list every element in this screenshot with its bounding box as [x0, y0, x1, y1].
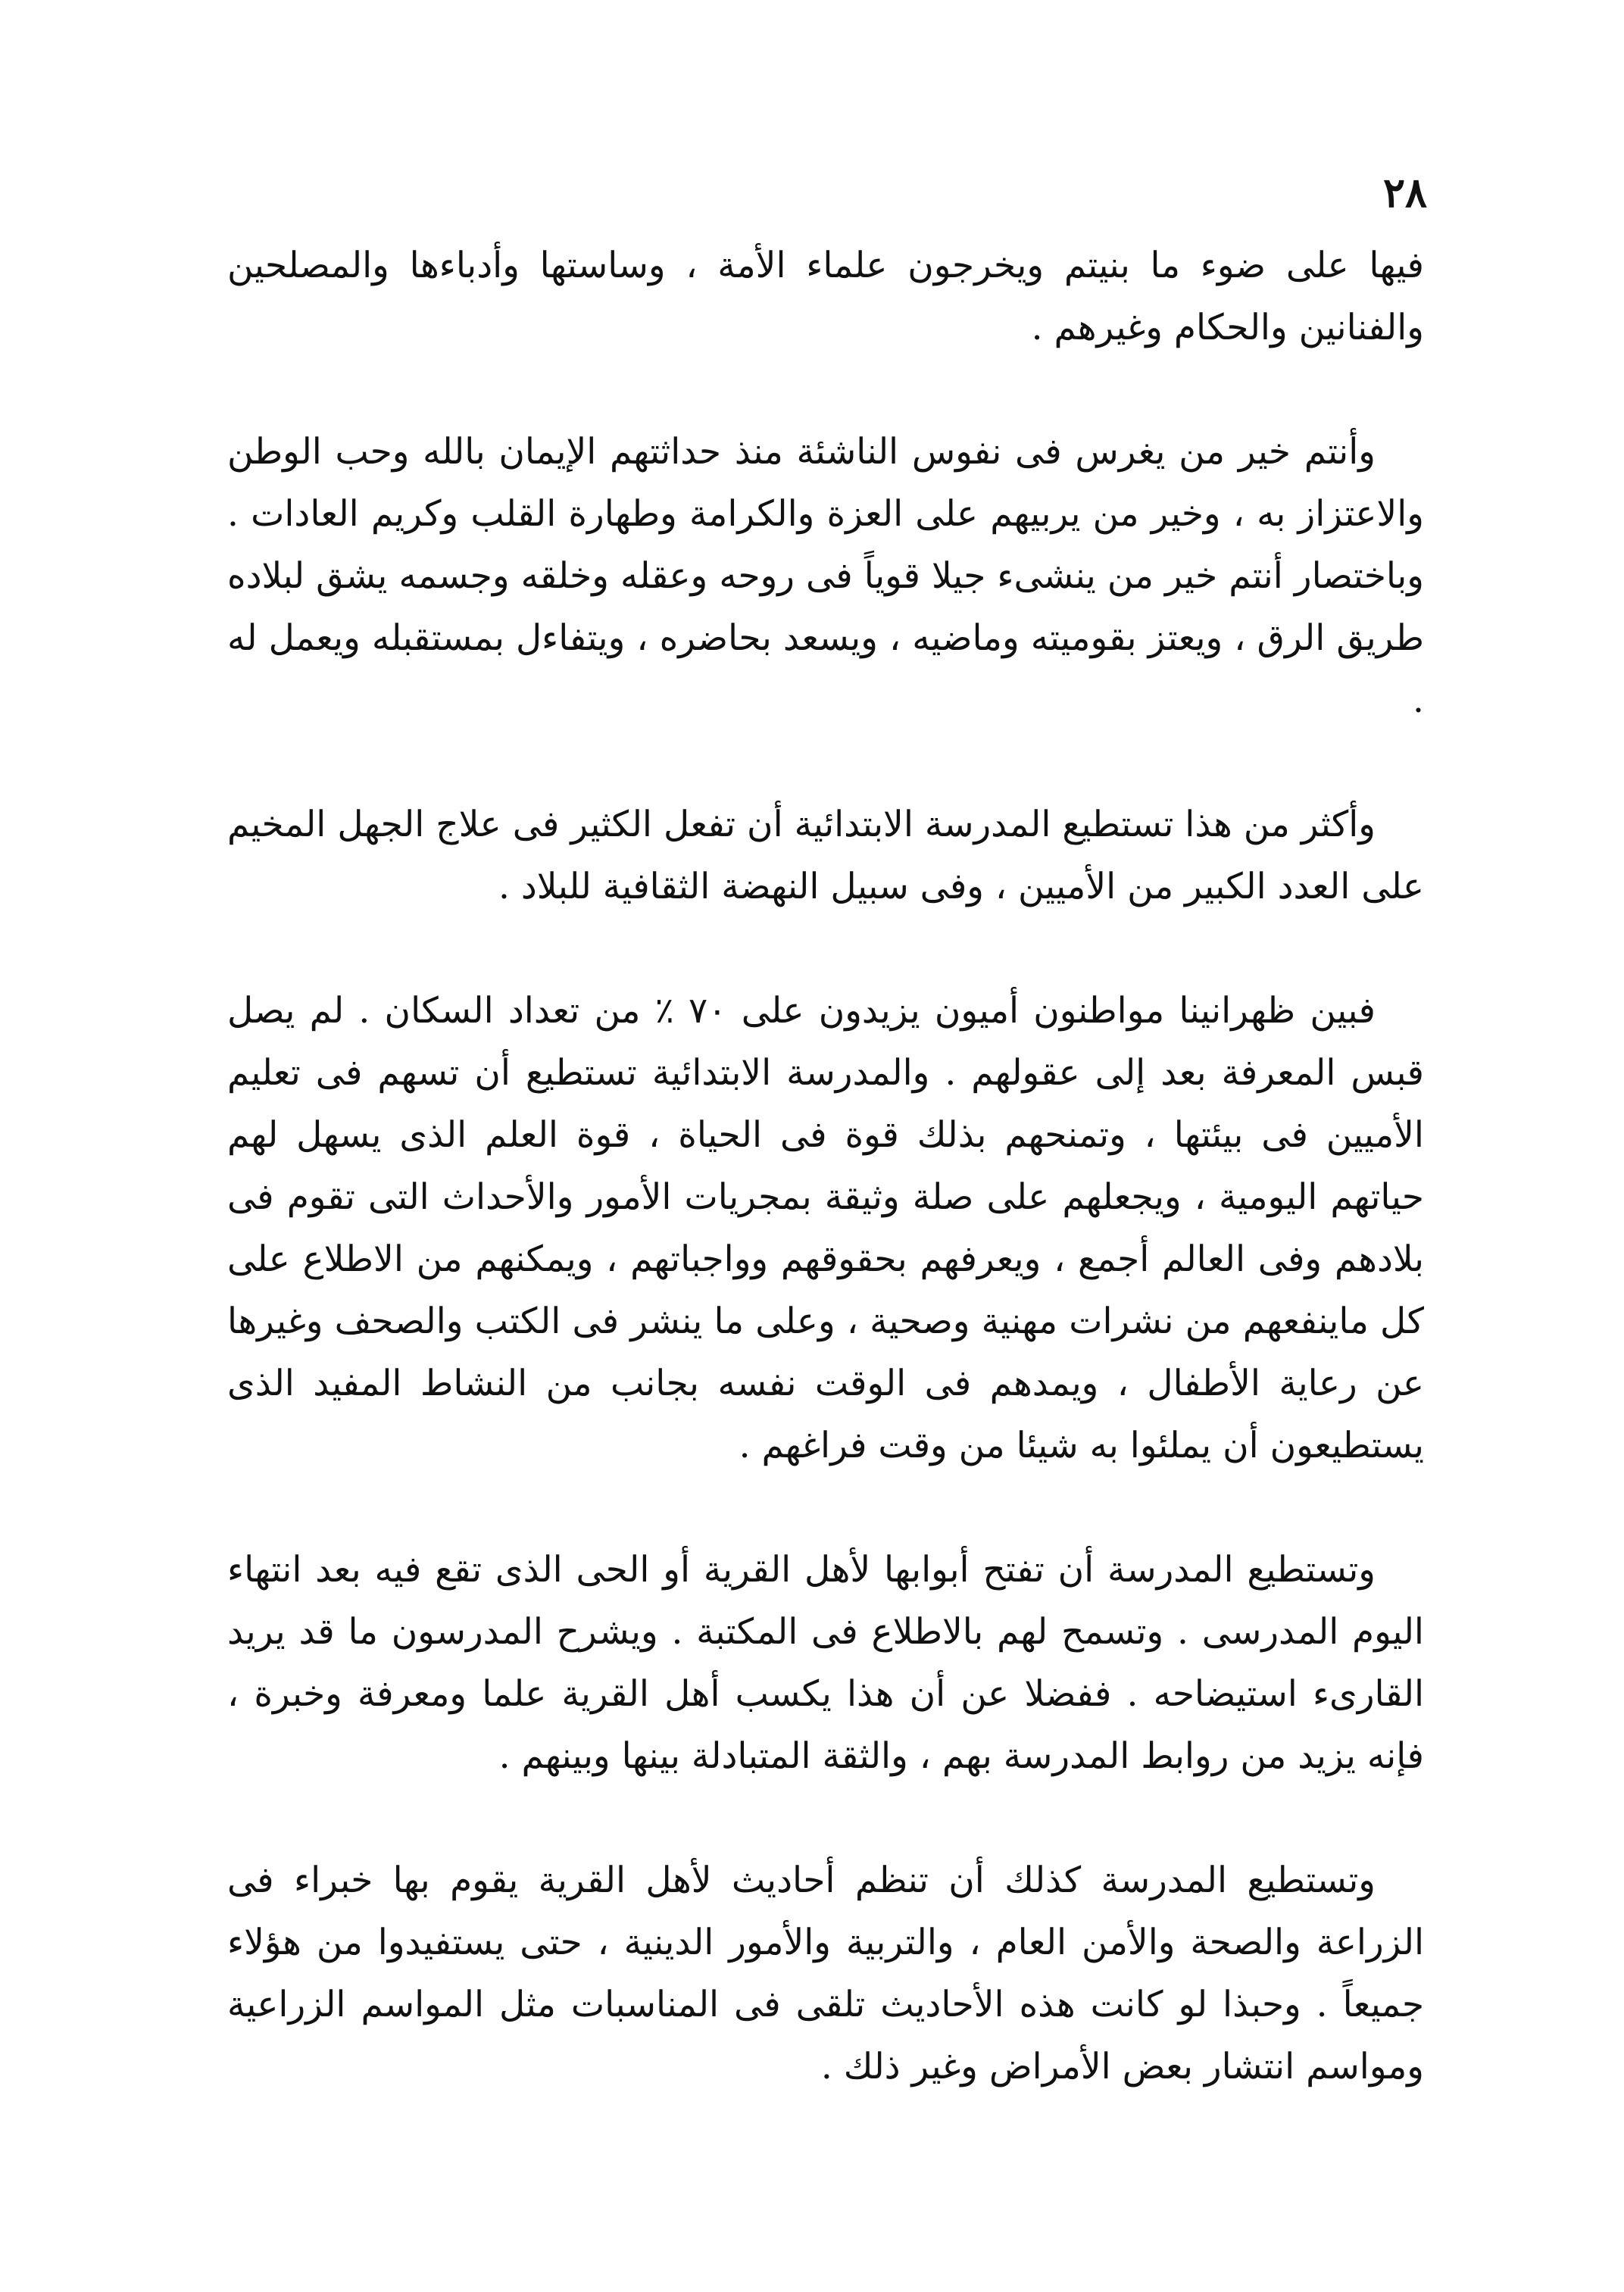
paragraph-6: وتستطيع المدرسة كذلك أن تنظم أحاديث لأهل القرية يقوم بها خبراء فى الزراعة والصحة والأمن العام ، والتربية والأمور الدينية ، حتى يستفيدوا من هؤلاء جميعاً . وحبذا لو كانت هذه الأحاديث تلقى فى المناسبات مثل المواسم الزراعية ومواسم انتشار بعض الأمراض وغير ذلك . — [227, 1860, 1424, 2087]
paragraph-1: فيها على ضوء ما بنيتم ويخرجون علماء الأمة ، وساستها وأدباءها والمصلحين والفنانين والحكام وغيرهم . — [227, 245, 1424, 348]
paragraph-5: وتستطيع المدرسة أن تفتح أبوابها لأهل القرية أو الحى الذى تقع فيه بعد انتهاء اليوم المدرسى . وتسمح لهم بالاطلاع فى المكتبة . ويشرح المدرسون ما قد يريد القارىء استيضاحه . ففضلا عن أن هذا يكسب أهل القرية علما ومعرفة وخبرة ، فإنه يزيد من روابط المدرسة بهم ، والثقة المتبادلة بينها وبينهم . — [227, 1549, 1424, 1777]
paragraph-4: فبين ظهرانينا مواطنون أميون يزيدون على ٧٠ ٪ من تعداد السكان . لم يصل قبس المعرفة بعد إلى عقولهم . والمدرسة الابتدائية تستطيع أن تسهم فى تعليم الأميين فى بيئتها ، وتمنحهم بذلك قوة فى الحياة ، قوة العلم الذى يسهل لهم حياتهم اليومية ، ويجعلهم على صلة وثيقة بمجريات الأمور والأحداث التى تقوم فى بلادهم وفى العالم أجمع ، ويعرفهم بحقوقهم وواجباتهم ، ويمكنهم من الاطلاع على كل ماينفعهم من نشرات مهنية وصحية ، وعلى ما ينشر فى الكتب والصحف وغيرها عن رعاية الأطفال ، ويمدهم فى الوقت نفسه بجانب من النشاط المفيد الذى يستطيعون أن يملئوا به شيئا من وقت فراغهم . — [227, 990, 1424, 1466]
paragraph-3: وأكثر من هذا تستطيع المدرسة الابتدائية أن تفعل الكثير فى علاج الجهل المخيم على العدد الكبير من الأميين ، وفى سبيل النهضة الثقافية للبلاد . — [227, 804, 1424, 907]
page-number: ٢٨ — [1382, 168, 1427, 217]
paragraph-2: وأنتم خير من يغرس فى نفوس الناشئة منذ حداثتهم الإيمان بالله وحب الوطن والاعتزاز به ، وخير من يربيهم على العزة والكرامة وطهارة القلب وكريم العادات . وباختصار أنتم خير من ينشىء جيلا قوياً فى روحه وعقله وخلقه وجسمه يشق لبلاده طريق الرق ، ويعتز بقوميته وماضيه ، ويسعد بحاضره ، ويتفاءل بمستقبله ويعمل له . — [227, 431, 1424, 721]
body-text — [227, 235, 1424, 2160]
